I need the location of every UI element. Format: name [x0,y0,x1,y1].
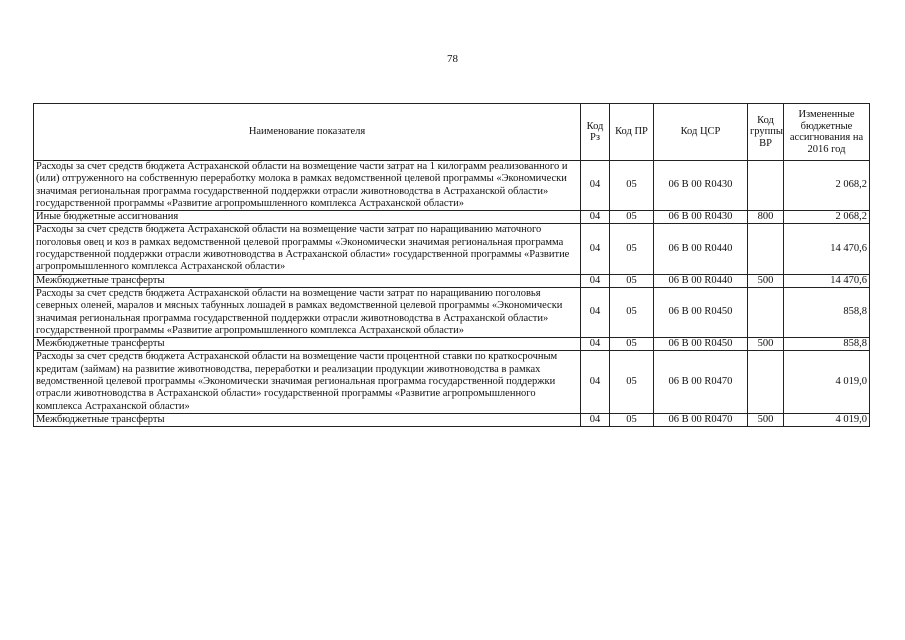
row-name: Расходы за счет средств бюджета Астраханской области на возмещение части процентной ставки по краткосрочным кредитам (займам) на развитие животноводства, переработки и реализации продукции животноводства в рамках ведомственной целевой программы «Экономически значимая региональная программа государственной поддержки отрасли животноводства в Астраханской области» государственной программы «Развитие агропромышленного комплекса Астраханской области» [34,351,581,413]
row-pr: 05 [610,161,654,211]
table-row [34,161,870,211]
header-amount: Измененные бюджетные ассигнования на 2016 год [784,104,870,161]
row-name: Межбюджетные трансферты [34,413,581,426]
header-pr: Код ПР [610,104,654,161]
row-pr: 05 [610,351,654,413]
row-amount: 2 068,2 [784,161,870,211]
row-name: Межбюджетные трансферты [34,274,581,287]
row-rz: 04 [581,413,610,426]
row-vr: 500 [748,413,784,426]
row-name: Межбюджетные трансферты [34,338,581,351]
row-rz: 04 [581,211,610,224]
row-rz: 04 [581,274,610,287]
row-csr: 06 В 00 R0470 [654,413,748,426]
row-amount: 858,8 [784,287,870,337]
row-pr: 05 [610,224,654,274]
row-rz: 04 [581,338,610,351]
table-header-row [34,104,870,161]
row-amount: 4 019,0 [784,413,870,426]
table-row [34,274,870,287]
row-pr: 05 [610,338,654,351]
page-number: 78 [447,53,458,65]
row-pr: 05 [610,274,654,287]
row-amount: 14 470,6 [784,224,870,274]
row-amount: 2 068,2 [784,211,870,224]
row-rz: 04 [581,351,610,413]
row-csr: 06 В 00 R0450 [654,287,748,337]
row-name: Расходы за счет средств бюджета Астраханской области на возмещение части затрат на 1 килограмм реализованного и (или) отгруженного на собственную переработку молока в рамках ведомственной целевой программы «Экономически значимая региональная программа государственной поддержки отрасли животноводства в Астраханской области» государственной программы «Развитие агропромышленного комплекса Астраханской области» [34,161,581,211]
row-rz: 04 [581,287,610,337]
row-vr [748,351,784,413]
row-csr: 06 В 00 R0450 [654,338,748,351]
header-vr: Код группы ВР [748,104,784,161]
table-row [34,211,870,224]
row-name: Расходы за счет средств бюджета Астраханской области на возмещение части затрат по наращиванию поголовья северных оленей, маралов и мясных табунных лошадей в рамках ведомственной целевой программы «Экономически значимая региональная программа государственной поддержки отрасли животноводства в Астраханской области» государственной программы «Развитие агропромышленного комплекса Астраханской области» [34,287,581,337]
row-rz: 04 [581,161,610,211]
table-row [34,338,870,351]
row-pr: 05 [610,413,654,426]
table-row [34,287,870,337]
table-row [34,351,870,413]
row-vr [748,224,784,274]
row-amount: 14 470,6 [784,274,870,287]
header-rz: Код Рз [581,104,610,161]
table-row [34,413,870,426]
table-row [34,224,870,274]
row-vr: 500 [748,274,784,287]
row-name: Иные бюджетные ассигнования [34,211,581,224]
row-rz: 04 [581,224,610,274]
header-name: Наименование показателя [34,104,581,161]
row-csr: 06 В 00 R0430 [654,161,748,211]
row-amount: 858,8 [784,338,870,351]
row-name: Расходы за счет средств бюджета Астраханской области на возмещение части затрат по наращиванию маточного поголовья овец и коз в рамках ведомственной целевой программы «Экономически значимая региональная программа государственной поддержки отрасли животноводства в Астраханской области» государственной программы «Развитие агропромышленного комплекса Астраханской области» [34,224,581,274]
header-csr: Код ЦСР [654,104,748,161]
row-vr [748,161,784,211]
row-csr: 06 В 00 R0440 [654,224,748,274]
row-pr: 05 [610,211,654,224]
row-vr [748,287,784,337]
row-amount: 4 019,0 [784,351,870,413]
row-csr: 06 В 00 R0430 [654,211,748,224]
row-csr: 06 В 00 R0440 [654,274,748,287]
budget-table [33,103,870,427]
row-csr: 06 В 00 R0470 [654,351,748,413]
row-vr: 800 [748,211,784,224]
row-vr: 500 [748,338,784,351]
row-pr: 05 [610,287,654,337]
